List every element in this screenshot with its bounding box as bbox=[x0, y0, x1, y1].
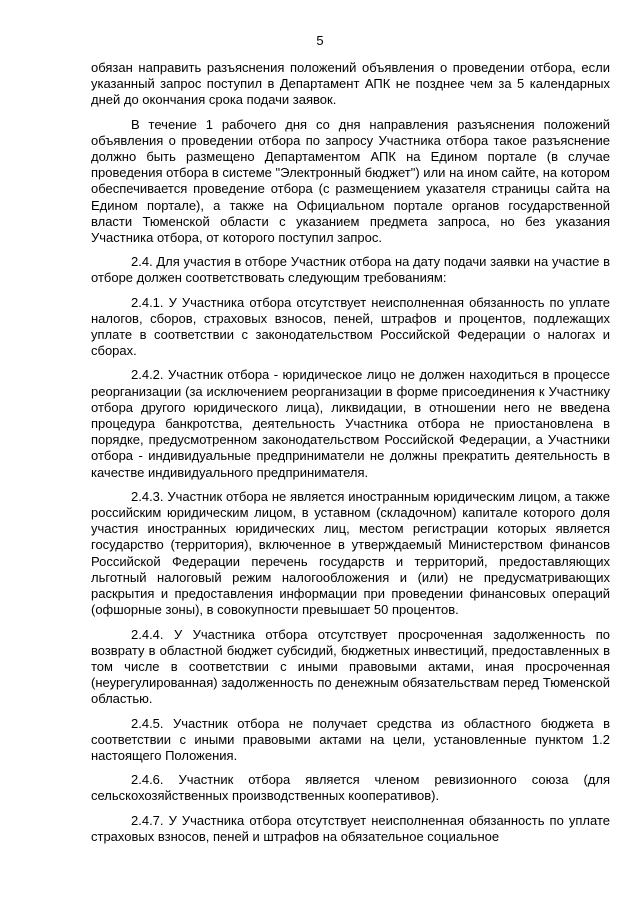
paragraph-2-4: 2.4. Для участия в отборе Участник отбора на дату подачи заявки на участие в отборе должен соответствовать следующим требованиям: bbox=[91, 254, 610, 286]
paragraph-2-4-1: 2.4.1. У Участника отбора отсутствует неисполненная обязанность по уплате налогов, сборов, страховых взносов, пеней, штрафов и процентов, подлежащих уплате в соответствии с законодательством Российской Федерации о налогах и сборах. bbox=[91, 294, 610, 359]
paragraph-2-4-6: 2.4.6. Участник отбора является членом ревизионного союза (для сельскохозяйственных производственных кооперативов). bbox=[91, 772, 610, 804]
page-number: 5 bbox=[316, 33, 324, 48]
paragraph-2-4-5: 2.4.5. Участник отбора не получает средства из областного бюджета в соответствии с иными правовыми актами на цели, установленные пунктом 1.2 настоящего Положения. bbox=[91, 715, 610, 763]
paragraph-2-4-4: 2.4.4. У Участника отбора отсутствует просроченная задолженность по возврату в областной бюджет субсидий, бюджетных инвестиций, предоставленных в том числе в соответствии с иными правовыми актами, иная просроченная (неурегулированная) задолженность по денежным обязательствам перед Тюменской областью. bbox=[91, 626, 610, 707]
paragraph-clarification-publication: В течение 1 рабочего дня со дня направления разъяснения положений объявления о проведении отбора по запросу Участника отбора такое разъяснение должно быть размещено Департаментом АПК на Едином портале (в случае проведения отбора в системе "Электронный бюджет") или на ином сайте, на котором обеспечивается проведение отбора (с размещением указателя страницы сайта на Едином портале), а также на Официальном портале органов государственной власти Тюменской области с указанием предмета запроса, но без указания Участника отбора, от которого поступил запрос. bbox=[91, 116, 610, 246]
paragraph-2-4-7: 2.4.7. У Участника отбора отсутствует неисполненная обязанность по уплате страховых взносов, пеней и штрафов на обязательное социальное bbox=[91, 812, 610, 844]
paragraph-2-4-2: 2.4.2. Участник отбора - юридическое лицо не должен находиться в процессе реорганизации (за исключением реорганизации в форме присоединения к Участнику отбора другого юридического лица), ликвидации, в отношении него не введена процедура банкротства, деятельность Участника отбора не приостановлена в порядке, предусмотренном законодательством Российской Федерации, а Участники отбора - индивидуальные предприниматели не должны прекратить деятельность в качестве индивидуального предпринимателя. bbox=[91, 367, 610, 480]
paragraph-continuation: обязан направить разъяснения положений объявления о проведении отбора, если указанный запрос поступил в Департамент АПК не позднее чем за 5 календарных дней до окончания срока подачи заявок. bbox=[91, 60, 610, 108]
document-body bbox=[91, 60, 610, 853]
paragraph-2-4-3: 2.4.3. Участник отбора не является иностранным юридическим лицом, а также российским юридическим лицом, в уставном (складочном) капитале которого доля участия иностранных юридических лиц, местом регистрации которых является государство (территория), включенное в утверждаемый Министерством финансов Российской Федерации перечень государств и территорий, предоставляющих льготный налоговый режим налогообложения и (или) не предусматривающих раскрытия и предоставления информации при проведении финансовых операций (офшорные зоны), в совокупности превышает 50 процентов. bbox=[91, 488, 610, 618]
